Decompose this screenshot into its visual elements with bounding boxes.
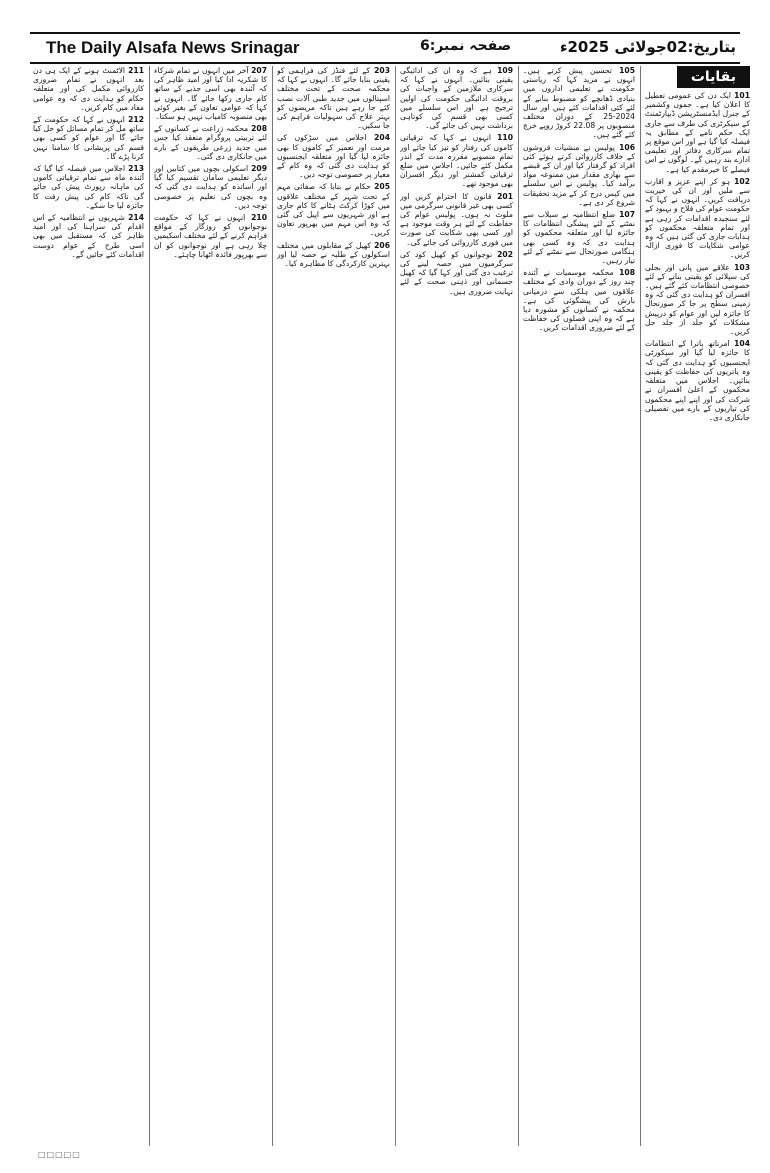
article-number: 211 — [128, 66, 144, 75]
article-text: محکمہ موسمیات نے آئندہ چند روز کے دوران وادی کے مختلف علاقوں میں ہلکی سے درمیانی بارش کی پیشگوئی کی ہے۔ محکمہ نے کسانوں کو مشورہ دیا ہے کہ وہ اپنی فصلوں کی حفاظت کے لئے ضروری اقدامات کریں۔ — [523, 268, 635, 333]
article-text: ہو کر اپنے عزیز و اقارب سے ملیں اور ان کی خیریت دریافت کریں۔ انہوں نے کہا کہ حکومت عوام کی فلاح و بہبود کے لئے سنجیدہ اقدامات کر رہی ہے اور تمام متعلقہ محکموں کو ہدایات جاری کی گئی ہیں کہ وہ عوامی شکایات کا فوری ازالہ کریں۔ — [645, 176, 750, 260]
article-paragraph — [400, 133, 513, 188]
news-column-3 — [400, 66, 513, 1146]
article-text: اجلاس میں سڑکوں کی مرمت اور تعمیر کے کاموں کا بھی جائزہ لیا گیا اور متعلقہ ایجنسیوں کو ہدایت دی گئی کہ وہ کام کے معیار پر خصوصی توجہ دیں۔ — [277, 133, 390, 180]
article-paragraph — [645, 263, 750, 337]
article-number: 101 — [734, 91, 750, 100]
article-number: 108 — [619, 268, 635, 278]
article-text: امرناتھ یاترا کے انتظامات کا جائزہ لیا گیا اور سیکورٹی ایجنسیوں کو ہدایت دی گئی کہ وہ یاتریوں کی حفاظت کو یقینی بنائیں۔ اجلاس میں متعلقہ محکموں کے اعلیٰ افسران نے شرکت کی اور اپنے اپنے محکموں کی تیاریوں کے بارے میں تفصیلی جانکاری دی۔ — [645, 339, 750, 422]
article-number: 212 — [128, 115, 144, 125]
article-paragraph — [154, 66, 267, 121]
article-number: 104 — [734, 339, 750, 349]
article-number: 206 — [374, 240, 390, 250]
article-text: آخر میں انہوں نے تمام شرکاء کا شکریہ ادا کیا اور امید ظاہر کی کہ آئندہ بھی اسی جذبے کے ساتھ کام جاری رکھا جائے گا۔ انہوں نے کہا کہ عوامی تعاون کے بغیر کوئی بھی منصوبہ کامیاب نہیں ہو سکتا۔ — [154, 66, 267, 122]
news-column-1 — [645, 66, 750, 1146]
paper-name: The Daily Alsafa News Srinagar — [46, 38, 300, 57]
article-number: 210 — [251, 213, 267, 223]
news-column-2 — [523, 66, 635, 1146]
article-paragraph — [645, 177, 750, 260]
article-paragraph — [277, 241, 390, 269]
article-number: 105 — [619, 66, 635, 75]
article-paragraph — [400, 66, 513, 130]
column-divider — [149, 66, 150, 1146]
article-paragraph — [154, 124, 267, 161]
news-column-5 — [154, 66, 267, 1146]
article-number: 107 — [619, 210, 635, 220]
article-paragraph — [33, 213, 144, 259]
article-number: 202 — [497, 249, 513, 259]
article-text: قانون کا احترام کریں اور کسی بھی غیر قانونی سرگرمی میں ملوث نہ ہوں۔ پولیس عوام کی حفاظت کے لئے ہر وقت موجود ہے اور کسی بھی شکایت کی صورت میں فوری کارروائی کی جائے گی۔ — [400, 191, 513, 247]
column-divider — [640, 66, 641, 1146]
article-number: 110 — [497, 133, 513, 143]
article-paragraph — [277, 182, 390, 237]
article-text: انہوں نے کہا کہ حکومت کے ساتھ مل کر تمام مسائل کو حل کیا جائے گا اور عوام کو کسی بھی قسم کی پریشانی کا سامنا نہیں کرنا پڑے گا۔ — [33, 115, 144, 161]
article-text: کے لئے فنڈز کی فراہمی کو یقینی بنایا جائے گا۔ انہوں نے کہا کہ محکمہ صحت کے تحت مختلف اسپتالوں میں جدید طبی آلات نصب کئے جا رہے ہیں تاکہ مریضوں کو بہتر علاج کی سہولیات فراہم کی جا سکیں۔ — [277, 66, 390, 131]
article-paragraph — [523, 268, 635, 332]
masthead-top-rule — [30, 32, 740, 34]
article-paragraph — [33, 115, 144, 161]
article-number: 106 — [619, 142, 635, 152]
article-paragraph — [277, 66, 390, 130]
article-paragraph — [400, 192, 513, 247]
article-number: 204 — [374, 133, 390, 143]
article-text: ہے کہ وہ ان کی ادائیگی یقینی بنائیں۔ انہوں نے کہا کہ سرکاری ملازمین کے واجبات کی بروقت ادائیگی حکومت کی اولین ترجیح ہے اور اس سلسلے میں کسی بھی قسم کی کوتاہی برداشت نہیں کی جائے گی۔ — [400, 66, 513, 131]
article-paragraph — [33, 66, 144, 112]
article-paragraph — [154, 164, 267, 210]
article-number: 109 — [497, 66, 513, 75]
article-number: 205 — [374, 182, 390, 192]
article-number: 208 — [251, 124, 267, 134]
article-paragraph — [645, 91, 750, 174]
article-number: 102 — [734, 176, 750, 186]
page-number: صفحہ نمبر:6 — [420, 38, 512, 54]
article-text: محکمہ زراعت نے کسانوں کے لئے تربیتی پروگرام منعقد کیا جس میں جدید زرعی طریقوں کے بارے میں جانکاری دی گئی۔ — [154, 124, 267, 161]
article-paragraph — [33, 164, 144, 210]
article-paragraph — [523, 210, 635, 265]
news-column-6 — [33, 66, 144, 1146]
news-column-4 — [277, 66, 390, 1146]
column-divider — [395, 66, 396, 1146]
article-paragraph — [523, 143, 635, 207]
article-text: اسکولی بچوں میں کتابیں اور دیگر تعلیمی سامان تقسیم کیا گیا اور اساتذہ کو ہدایت دی گئی کہ وہ بچوں کی تعلیم پر خصوصی توجہ دیں۔ — [154, 164, 267, 210]
article-text: اجلاس میں فیصلہ کیا گیا کہ آئندہ ماہ سے تمام ترقیاتی کاموں کی ماہانہ رپورٹ پیش کی جائے گی تاکہ کام کی پیش رفت کا جائزہ لیا جا سکے۔ — [33, 164, 144, 210]
article-text: ایک دن کی عمومی تعطیل کا اعلان کیا ہے۔ جموں وکشمیر کے جنرل ایڈمنسٹریشن ڈیپارٹمنٹ کے سیکرٹری کی طرف سے جاری ایک حکم نامے کے مطابق یہ فیصلہ کیا گیا ہے اور اس موقع پر تمام سرکاری دفاتر اور تعلیمی ادارے بند رہیں گے۔ لوگوں نے اس فیصلے کا خیرمقدم کیا ہے۔ — [645, 91, 750, 174]
article-paragraph — [400, 250, 513, 296]
article-number: 203 — [374, 66, 390, 75]
article-text: انہوں نے کہا کہ حکومت نوجوانوں کو روزگار کے مواقع فراہم کرنے کے لئے مختلف اسکیمیں چلا رہی ہے اور نوجوانوں کو ان سے بھرپور فائدہ اٹھانا چاہئے۔ — [154, 213, 267, 259]
article-text: پولیس نے منشیات فروشوں کے خلاف کارروائی کرتے ہوئے کئی افراد کو گرفتار کیا اور ان کے قبضے سے بھاری مقدار میں ممنوعہ مواد برآمد کیا۔ پولیس نے اس سلسلے میں کیس درج کر کے مزید تحقیقات شروع کر دی ہے۔ — [523, 142, 635, 207]
masthead-bottom-rule — [30, 62, 740, 64]
article-number: 207 — [251, 66, 267, 75]
article-text: الاٹمنٹ ہونے کے ایک ہی دن بعد انہوں نے تمام ضروری کارروائی مکمل کی اور متعلقہ حکام کو ہدایت دی کہ وہ عوامی مفاد میں کام کریں۔ — [33, 66, 144, 112]
column-divider — [272, 66, 273, 1146]
article-paragraph — [523, 66, 635, 140]
article-text: انہوں نے کہا کہ ترقیاتی کاموں کی رفتار کو تیز کیا جائے اور تمام منصوبے مقررہ مدت کے اندر مکمل کئے جائیں۔ اجلاس میں ضلع ترقیاتی کمشنر اور دیگر افسران بھی موجود تھے۔ — [400, 133, 513, 189]
article-number: 214 — [128, 213, 144, 223]
footer-marker: □□□□□ — [38, 1150, 81, 1159]
issue-date: بتاریخ:02جولائی 2025ء — [559, 38, 736, 56]
article-text: تحسین پیش کرتے ہیں۔ انہوں نے مزید کہا کہ ریاستی حکومت نے تعلیمی اداروں میں بنیادی ڈھانچے کو مضبوط بنانے کے لئے کئی اقدامات کئے ہیں اور سال 2024-25 کے دوران مختلف منصوبوں پر 22.08 کروڑ روپے خرچ کئے گئے ہیں۔ — [523, 66, 635, 140]
article-text: شہریوں نے انتظامیہ کے اس اقدام کی سراہنا کی اور امید ظاہر کی کہ مستقبل میں بھی اسی طرح کے عوام دوست اقدامات کئے جائیں گے۔ — [33, 213, 144, 259]
article-number: 201 — [497, 191, 513, 201]
article-number: 103 — [734, 262, 750, 272]
article-paragraph — [277, 133, 390, 179]
article-paragraph — [154, 213, 267, 259]
article-text: ضلع انتظامیہ نے سیلاب سے نمٹنے کے لئے پیشگی انتظامات کا جائزہ لیا اور متعلقہ محکموں کو ہدایت دی کہ وہ کسی بھی ہنگامی صورتحال سے نمٹنے کے لئے تیار رہیں۔ — [523, 210, 635, 266]
article-number: 213 — [128, 164, 144, 174]
article-text: کھیل کے مقابلوں میں مختلف اسکولوں کے طلبہ نے حصہ لیا اور بہترین کارکردگی کا مظاہرہ کیا۔ — [277, 240, 390, 269]
article-text: حکام نے بتایا کہ صفائی مہم کے تحت شہر کے مختلف علاقوں میں کوڑا کرکٹ ہٹانے کا کام جاری ہے اور شہریوں سے اپیل کی گئی کہ وہ اس مہم میں بھرپور تعاون کریں۔ — [277, 182, 390, 238]
column-divider — [518, 66, 519, 1146]
article-paragraph — [645, 339, 750, 422]
article-text: علاقے میں پانی اور بجلی کی سپلائی کو یقینی بنانے کے لئے خصوصی انتظامات کئے گئے ہیں۔ افسران کو ہدایت دی گئی کہ وہ زمینی سطح پر جا کر صورتحال کا جائزہ لیں اور عوام کو درپیش مشکلات کو جلد از جلد حل کریں۔ — [645, 262, 750, 337]
section-title: بقایات — [677, 66, 750, 88]
article-text: نوجوانوں کو کھیل کود کی سرگرمیوں میں حصہ لینے کی ترغیب دی گئی اور کہا گیا کہ کھیل جسمانی اور ذہنی صحت کے لئے نہایت ضروری ہیں۔ — [400, 249, 513, 296]
article-number: 209 — [251, 164, 267, 174]
masthead — [30, 36, 740, 60]
